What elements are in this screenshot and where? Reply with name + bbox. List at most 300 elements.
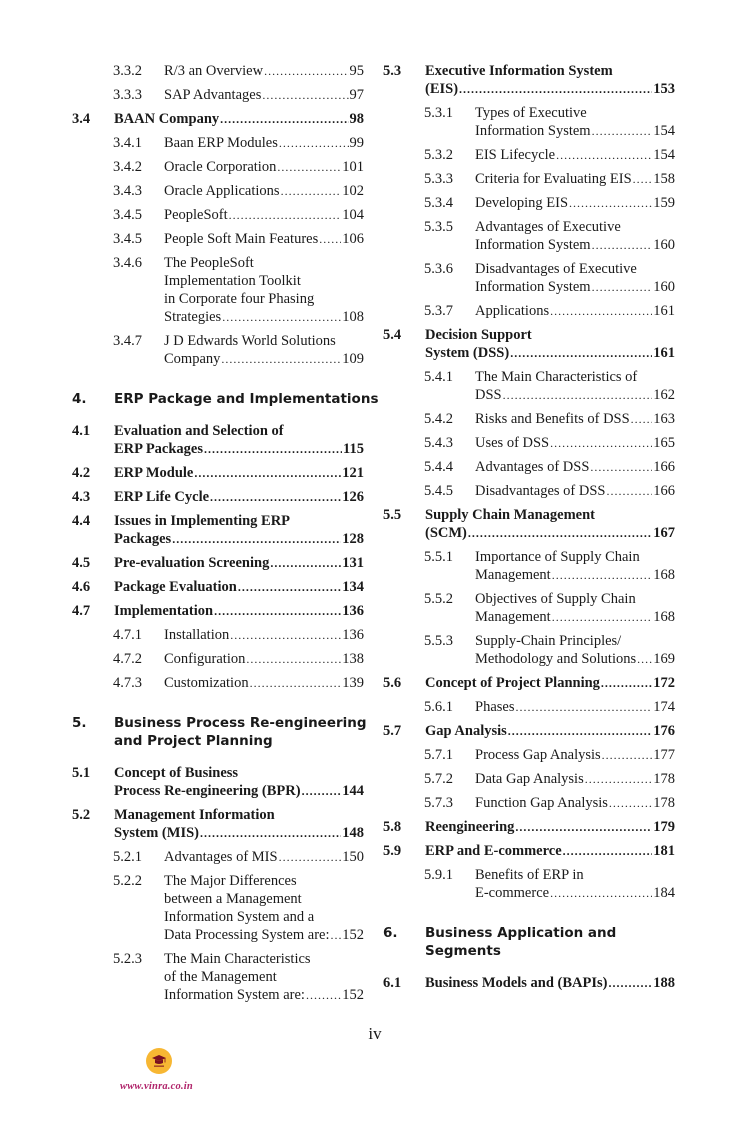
toc-title-line bbox=[425, 974, 675, 992]
toc-entry-number: 4. bbox=[72, 391, 87, 407]
toc-title-text: Supply-Chain Principles/ bbox=[475, 633, 622, 649]
toc-entry-title bbox=[114, 464, 364, 482]
toc-page-number[interactable]: 167 bbox=[653, 525, 675, 541]
toc-title-line bbox=[475, 104, 675, 122]
toc-title-line bbox=[164, 272, 364, 290]
toc-page-number[interactable]: 166 bbox=[653, 459, 675, 475]
toc-title-line bbox=[164, 890, 364, 908]
publisher-url[interactable]: www.vinra.co.in bbox=[120, 1081, 193, 1092]
dot-leader bbox=[220, 110, 348, 128]
toc-title-line bbox=[475, 386, 675, 404]
toc-page-number[interactable]: 162 bbox=[653, 387, 675, 403]
toc-section-entry[interactable] bbox=[72, 578, 364, 596]
toc-page-number[interactable]: 184 bbox=[653, 885, 675, 901]
toc-section-entry[interactable] bbox=[72, 764, 364, 800]
toc-entry-title bbox=[114, 554, 364, 572]
toc-entry-title bbox=[164, 62, 364, 80]
toc-entry-number: 4.6 bbox=[72, 579, 91, 595]
toc-subsection-entry[interactable] bbox=[383, 218, 675, 254]
toc-page-number[interactable]: 95 bbox=[349, 63, 364, 79]
toc-title-line bbox=[425, 506, 675, 524]
toc-title-text: Gap Analysis bbox=[425, 723, 507, 739]
toc-entry-number: 5.7.2 bbox=[424, 771, 453, 787]
toc-title-line bbox=[425, 326, 675, 344]
toc-title-text: ERP Life Cycle bbox=[114, 489, 210, 505]
toc-section-entry[interactable] bbox=[383, 506, 675, 542]
toc-title-line bbox=[475, 218, 675, 236]
toc-title-text: Business Application and bbox=[425, 925, 617, 941]
toc-subsection-entry[interactable] bbox=[383, 770, 675, 788]
toc-page-number[interactable]: 150 bbox=[342, 849, 364, 865]
toc-title-line bbox=[425, 524, 675, 542]
toc-entry-title bbox=[475, 590, 675, 626]
dot-leader bbox=[204, 440, 342, 458]
toc-title-text: Process Gap Analysis bbox=[475, 747, 601, 763]
toc-title-text: Decision Support bbox=[425, 327, 532, 343]
toc-title-line bbox=[164, 848, 364, 866]
toc-entry-number: 5.6.1 bbox=[424, 699, 453, 715]
toc-title-text: R/3 an Overview bbox=[164, 63, 264, 79]
toc-title-text: Business Models and (BAPIs) bbox=[425, 975, 608, 991]
toc-page-number[interactable]: 101 bbox=[342, 159, 364, 175]
toc-title-line bbox=[114, 512, 364, 530]
toc-title-text: Disadvantages of Executive bbox=[475, 261, 637, 277]
toc-title-text: Company bbox=[164, 351, 221, 367]
toc-page-number[interactable]: 178 bbox=[653, 771, 675, 787]
toc-title-text: Management bbox=[475, 609, 551, 625]
toc-section-entry[interactable] bbox=[383, 818, 675, 836]
toc-title-text: Configuration bbox=[164, 651, 246, 667]
toc-entry-title bbox=[114, 422, 364, 458]
toc-page-number[interactable]: 136 bbox=[342, 603, 364, 619]
toc-subsection-entry[interactable] bbox=[72, 848, 364, 866]
toc-entry-number: 5.8 bbox=[383, 819, 402, 835]
toc-entry-title bbox=[114, 714, 367, 750]
toc-page-number[interactable]: 102 bbox=[342, 183, 364, 199]
graduation-cap-icon bbox=[151, 1053, 167, 1069]
toc-page-number[interactable]: 98 bbox=[349, 111, 364, 127]
toc-title-text: Process Re-engineering (BPR) bbox=[114, 783, 301, 799]
toc-entry-number: 3.4.3 bbox=[113, 183, 142, 199]
toc-left-column bbox=[72, 62, 379, 1010]
toc-page-number[interactable]: 131 bbox=[342, 555, 364, 571]
toc-title-text: The Major Differences bbox=[164, 873, 297, 889]
toc-title-text: Information System and a bbox=[164, 909, 315, 925]
toc-entry-number: 5.5.2 bbox=[424, 591, 453, 607]
toc-subsection-entry[interactable] bbox=[72, 86, 364, 104]
toc-title-text: PeopleSoft bbox=[164, 207, 228, 223]
toc-title-text: Data Processing System are: bbox=[164, 927, 330, 943]
toc-title-text: Supply Chain Management bbox=[425, 507, 596, 523]
toc-entry-title bbox=[475, 746, 675, 764]
toc-title-text: Information System bbox=[475, 237, 591, 253]
toc-title-line bbox=[114, 440, 364, 458]
toc-entry-number: 5.4.5 bbox=[424, 483, 453, 499]
toc-page-number[interactable]: 99 bbox=[349, 135, 364, 151]
toc-entry-number: 3.4.2 bbox=[113, 159, 142, 175]
toc-title-line bbox=[475, 698, 675, 716]
toc-entry-title bbox=[164, 650, 364, 668]
toc-title-line bbox=[425, 80, 675, 98]
dot-leader bbox=[602, 746, 653, 764]
toc-title-text: Implementation bbox=[114, 603, 214, 619]
toc-title-line bbox=[425, 924, 675, 942]
toc-entry-number: 3.3.3 bbox=[113, 87, 142, 103]
dot-leader bbox=[270, 554, 341, 572]
dot-leader bbox=[279, 134, 349, 152]
toc-page-number[interactable]: 152 bbox=[342, 987, 364, 1003]
toc-entry-title bbox=[114, 806, 364, 842]
toc-section-entry[interactable] bbox=[383, 842, 675, 860]
dot-leader bbox=[633, 170, 653, 188]
toc-entry-number: 5.6 bbox=[383, 675, 402, 691]
toc-entry-number: 3.4.5 bbox=[113, 231, 142, 247]
toc-subsection-entry[interactable] bbox=[383, 194, 675, 212]
toc-section-entry[interactable] bbox=[72, 554, 364, 572]
toc-subsection-entry[interactable] bbox=[72, 182, 364, 200]
toc-title-line bbox=[164, 308, 364, 326]
toc-section-entry[interactable] bbox=[383, 674, 675, 692]
toc-entry-title bbox=[475, 302, 675, 320]
toc-entry-title bbox=[475, 146, 675, 164]
toc-subsection-entry[interactable] bbox=[383, 698, 675, 716]
toc-subsection-entry[interactable] bbox=[72, 650, 364, 668]
toc-entry-title bbox=[164, 134, 364, 152]
toc-section-entry[interactable] bbox=[383, 62, 675, 98]
toc-entry-number: 4.1 bbox=[72, 423, 91, 439]
toc-entry-number: 5.4 bbox=[383, 327, 402, 343]
toc-page-number[interactable]: 115 bbox=[343, 441, 364, 457]
toc-subsection-entry[interactable] bbox=[383, 590, 675, 626]
toc-title-text: (SCM) bbox=[425, 525, 467, 541]
toc-title-text: Reengineering bbox=[425, 819, 515, 835]
toc-subsection-entry[interactable] bbox=[72, 158, 364, 176]
toc-title-text: between a Management bbox=[164, 891, 302, 907]
toc-title-text: Implementation Toolkit bbox=[164, 273, 301, 289]
dot-leader bbox=[590, 458, 652, 476]
toc-page-number[interactable]: 144 bbox=[342, 783, 364, 799]
toc-title-line bbox=[164, 206, 364, 224]
toc-subsection-entry[interactable] bbox=[72, 674, 364, 692]
toc-section-entry[interactable] bbox=[72, 512, 364, 548]
toc-page-number[interactable]: 154 bbox=[653, 147, 675, 163]
toc-page-number[interactable]: 152 bbox=[342, 927, 364, 943]
toc-subsection-entry[interactable] bbox=[383, 368, 675, 404]
toc-page-number[interactable]: 138 bbox=[342, 651, 364, 667]
toc-entry-number: 5.4.1 bbox=[424, 369, 453, 385]
toc-page-number[interactable]: 148 bbox=[342, 825, 364, 841]
toc-subsection-entry[interactable] bbox=[383, 434, 675, 452]
toc-entry-number: 4.5 bbox=[72, 555, 91, 571]
toc-subsection-entry[interactable] bbox=[383, 260, 675, 296]
toc-title-line bbox=[425, 344, 675, 362]
toc-page-number[interactable]: 166 bbox=[653, 483, 675, 499]
dot-leader bbox=[592, 236, 653, 254]
toc-title-text: Criteria for Evaluating EIS bbox=[475, 171, 632, 187]
toc-title-line bbox=[114, 782, 364, 800]
toc-title-line bbox=[475, 590, 675, 608]
toc-entry-number: 5.4.2 bbox=[424, 411, 453, 427]
dot-leader bbox=[214, 602, 341, 620]
toc-page-number[interactable]: 109 bbox=[342, 351, 364, 367]
dot-leader bbox=[609, 794, 652, 812]
toc-entry-number: 5. bbox=[72, 715, 87, 731]
toc-entry-title bbox=[425, 326, 675, 362]
toc-section-entry[interactable] bbox=[72, 422, 364, 458]
toc-page-number[interactable]: 172 bbox=[653, 675, 675, 691]
toc-page-number[interactable]: 153 bbox=[653, 81, 675, 97]
toc-page-number[interactable]: 126 bbox=[342, 489, 364, 505]
toc-title-line bbox=[475, 410, 675, 428]
toc-page-number[interactable]: 177 bbox=[653, 747, 675, 763]
toc-entry-title bbox=[425, 722, 675, 740]
toc-entry-title bbox=[114, 602, 364, 620]
toc-title-line bbox=[425, 722, 675, 740]
toc-subsection-entry[interactable] bbox=[383, 410, 675, 428]
toc-entry-number: 5.7 bbox=[383, 723, 402, 739]
toc-title-text: Disadvantages of DSS bbox=[475, 483, 606, 499]
toc-subsection-entry[interactable] bbox=[383, 632, 675, 668]
toc-title-text: Phases bbox=[475, 699, 515, 715]
toc-title-text: The PeopleSoft bbox=[164, 255, 254, 271]
toc-title-text: System (MIS) bbox=[114, 825, 199, 841]
toc-page-number[interactable]: 104 bbox=[342, 207, 364, 223]
toc-page-number[interactable]: 108 bbox=[342, 309, 364, 325]
toc-page-number[interactable]: 179 bbox=[653, 819, 675, 835]
toc-subsection-entry[interactable] bbox=[72, 332, 364, 368]
toc-title-line bbox=[475, 122, 675, 140]
toc-page-number[interactable]: 163 bbox=[653, 411, 675, 427]
dot-leader bbox=[515, 698, 652, 716]
toc-title-text: Types of Executive bbox=[475, 105, 587, 121]
toc-entry-title bbox=[164, 848, 364, 866]
toc-subsection-entry[interactable] bbox=[72, 62, 364, 80]
toc-section-entry[interactable] bbox=[72, 110, 364, 128]
toc-section-entry[interactable] bbox=[383, 326, 675, 362]
toc-title-line bbox=[164, 674, 364, 692]
toc-entry-title bbox=[164, 332, 364, 368]
toc-entry-number: 4.7.3 bbox=[113, 675, 142, 691]
toc-entry-number: 5.2.2 bbox=[113, 873, 142, 889]
toc-title-line bbox=[475, 608, 675, 626]
toc-entry-number: 5.9 bbox=[383, 843, 402, 859]
toc-section-entry[interactable] bbox=[383, 722, 675, 740]
toc-subsection-entry[interactable] bbox=[383, 794, 675, 812]
dot-leader bbox=[515, 818, 652, 836]
toc-page-number[interactable]: 136 bbox=[342, 627, 364, 643]
toc-entry-number: 5.3.3 bbox=[424, 171, 453, 187]
toc-title-text: The Main Characteristics bbox=[164, 951, 311, 967]
toc-subsection-entry[interactable] bbox=[383, 866, 675, 902]
dot-leader bbox=[250, 674, 342, 692]
toc-title-line bbox=[114, 390, 379, 408]
toc-title-line bbox=[164, 626, 364, 644]
dot-leader bbox=[552, 566, 653, 584]
toc-subsection-entry[interactable] bbox=[383, 302, 675, 320]
toc-page-number[interactable]: 128 bbox=[342, 531, 364, 547]
toc-title-line bbox=[114, 488, 364, 506]
dot-leader bbox=[319, 230, 341, 248]
toc-entry-title bbox=[475, 410, 675, 428]
toc-page-number[interactable]: 165 bbox=[653, 435, 675, 451]
toc-entry-number: 5.4.3 bbox=[424, 435, 453, 451]
toc-title-line bbox=[164, 290, 364, 308]
toc-entry-number: 5.7.1 bbox=[424, 747, 453, 763]
toc-page-number[interactable]: 158 bbox=[653, 171, 675, 187]
toc-title-text: Baan ERP Modules bbox=[164, 135, 278, 151]
toc-entry-title bbox=[475, 770, 675, 788]
dot-leader bbox=[200, 824, 341, 842]
dot-leader bbox=[569, 194, 652, 212]
toc-section-entry[interactable] bbox=[72, 488, 364, 506]
toc-title-line bbox=[164, 230, 364, 248]
toc-title-line bbox=[475, 260, 675, 278]
toc-page-number[interactable]: 168 bbox=[653, 567, 675, 583]
toc-title-text: and Project Planning bbox=[114, 733, 273, 749]
toc-entry-number: 5.5 bbox=[383, 507, 402, 523]
toc-section-entry[interactable] bbox=[72, 464, 364, 482]
toc-entry-title bbox=[164, 182, 364, 200]
toc-entry-title bbox=[475, 632, 675, 668]
toc-page-number[interactable]: 168 bbox=[653, 609, 675, 625]
toc-entry-number: 6. bbox=[383, 925, 398, 941]
toc-title-line bbox=[164, 62, 364, 80]
toc-title-text: Benefits of ERP in bbox=[475, 867, 584, 883]
toc-entry-title bbox=[164, 626, 364, 644]
toc-subsection-entry[interactable] bbox=[383, 746, 675, 764]
toc-entry-title bbox=[425, 842, 675, 860]
toc-title-text: of the Management bbox=[164, 969, 277, 985]
toc-title-text: Management Information bbox=[114, 807, 275, 823]
toc-entry-number: 3.3.2 bbox=[113, 63, 142, 79]
toc-subsection-entry[interactable] bbox=[383, 482, 675, 500]
dot-leader bbox=[637, 650, 652, 668]
toc-title-line bbox=[475, 146, 675, 164]
toc-entry-number: 6.1 bbox=[383, 975, 402, 991]
dot-leader bbox=[210, 488, 341, 506]
toc-subsection-entry[interactable] bbox=[383, 548, 675, 584]
toc-page-number[interactable]: 161 bbox=[653, 303, 675, 319]
toc-entry-number: 4.2 bbox=[72, 465, 91, 481]
toc-entry-title bbox=[475, 218, 675, 254]
toc-subsection-entry[interactable] bbox=[72, 950, 364, 1004]
toc-title-text: Installation bbox=[164, 627, 230, 643]
toc-title-text: Information System bbox=[475, 123, 591, 139]
toc-title-line bbox=[164, 350, 364, 368]
toc-right-column bbox=[383, 62, 675, 998]
toc-title-text: Data Gap Analysis bbox=[475, 771, 584, 787]
toc-title-text: Uses of DSS bbox=[475, 435, 550, 451]
toc-section-entry[interactable] bbox=[72, 602, 364, 620]
toc-subsection-entry[interactable] bbox=[72, 134, 364, 152]
toc-page-number[interactable]: 176 bbox=[653, 723, 675, 739]
toc-title-text: Executive Information System bbox=[425, 63, 613, 79]
toc-title-line bbox=[475, 482, 675, 500]
toc-entry-title bbox=[164, 230, 364, 248]
toc-subsection-entry[interactable] bbox=[383, 458, 675, 476]
toc-title-line bbox=[114, 732, 364, 750]
toc-page-number[interactable]: 97 bbox=[349, 87, 364, 103]
toc-page-number[interactable]: 160 bbox=[653, 237, 675, 253]
toc-entry-number: 5.3.7 bbox=[424, 303, 453, 319]
toc-subsection-entry[interactable] bbox=[383, 146, 675, 164]
toc-entry-number: 5.2.3 bbox=[113, 951, 142, 967]
dot-leader bbox=[238, 578, 341, 596]
toc-subsection-entry[interactable] bbox=[383, 170, 675, 188]
toc-title-text: ERP Package and Implementations bbox=[114, 391, 379, 407]
toc-page-number[interactable]: 160 bbox=[653, 279, 675, 295]
dot-leader bbox=[550, 434, 652, 452]
toc-page-number[interactable]: 139 bbox=[342, 675, 364, 691]
toc-title-line bbox=[164, 158, 364, 176]
dot-leader bbox=[194, 464, 341, 482]
toc-entry-title bbox=[114, 488, 364, 506]
toc-page-number[interactable]: 159 bbox=[653, 195, 675, 211]
toc-title-text: Information System are: bbox=[164, 987, 305, 1003]
toc-page-number[interactable]: 169 bbox=[653, 651, 675, 667]
toc-page-number[interactable]: 134 bbox=[342, 579, 364, 595]
toc-title-line bbox=[164, 986, 364, 1004]
toc-title-text: Advantages of MIS bbox=[164, 849, 278, 865]
toc-subsection-entry[interactable] bbox=[72, 626, 364, 644]
toc-page-number[interactable]: 121 bbox=[342, 465, 364, 481]
toc-title-text: J D Edwards World Solutions bbox=[164, 333, 336, 349]
toc-page-number[interactable]: 154 bbox=[653, 123, 675, 139]
dot-leader bbox=[306, 986, 341, 1004]
toc-title-text: Developing EIS bbox=[475, 195, 569, 211]
toc-title-text: in Corporate four Phasing bbox=[164, 291, 315, 307]
toc-chapter-heading[interactable] bbox=[72, 390, 379, 408]
toc-page-number[interactable]: 178 bbox=[653, 795, 675, 811]
toc-entry-title bbox=[425, 974, 675, 992]
toc-entry-title bbox=[475, 368, 675, 404]
toc-entry-title bbox=[164, 674, 364, 692]
toc-entry-title bbox=[425, 506, 675, 542]
toc-entry-number: 5.7.3 bbox=[424, 795, 453, 811]
toc-page-number[interactable]: 161 bbox=[653, 345, 675, 361]
toc-title-text: People Soft Main Features bbox=[164, 231, 319, 247]
dot-leader bbox=[230, 626, 341, 644]
toc-section-entry[interactable] bbox=[72, 806, 364, 842]
toc-section-entry[interactable] bbox=[383, 974, 675, 992]
toc-page-number[interactable]: 181 bbox=[653, 843, 675, 859]
toc-entry-number: 3.4.5 bbox=[113, 207, 142, 223]
dot-leader bbox=[331, 926, 342, 944]
toc-page-number[interactable]: 106 bbox=[342, 231, 364, 247]
toc-chapter-heading[interactable] bbox=[72, 714, 367, 750]
toc-entry-title bbox=[164, 950, 364, 1004]
toc-entry-number: 4.7 bbox=[72, 603, 91, 619]
toc-entry-title bbox=[114, 110, 364, 128]
toc-title-line bbox=[114, 764, 364, 782]
dot-leader bbox=[550, 884, 652, 902]
toc-subsection-entry[interactable] bbox=[72, 254, 364, 326]
toc-entry-number: 5.3.4 bbox=[424, 195, 453, 211]
toc-subsection-entry[interactable] bbox=[72, 872, 364, 944]
dot-leader bbox=[262, 86, 348, 104]
toc-entry-title bbox=[475, 458, 675, 476]
toc-subsection-entry[interactable] bbox=[72, 230, 364, 248]
toc-entry-title bbox=[164, 872, 364, 944]
toc-chapter-heading[interactable] bbox=[383, 924, 675, 960]
toc-subsection-entry[interactable] bbox=[72, 206, 364, 224]
toc-page-number[interactable]: 188 bbox=[653, 975, 675, 991]
toc-title-text: Risks and Benefits of DSS bbox=[475, 411, 630, 427]
toc-title-text: (EIS) bbox=[425, 81, 459, 97]
toc-subsection-entry[interactable] bbox=[383, 104, 675, 140]
toc-page-number[interactable]: 174 bbox=[653, 699, 675, 715]
toc-entry-title bbox=[475, 482, 675, 500]
